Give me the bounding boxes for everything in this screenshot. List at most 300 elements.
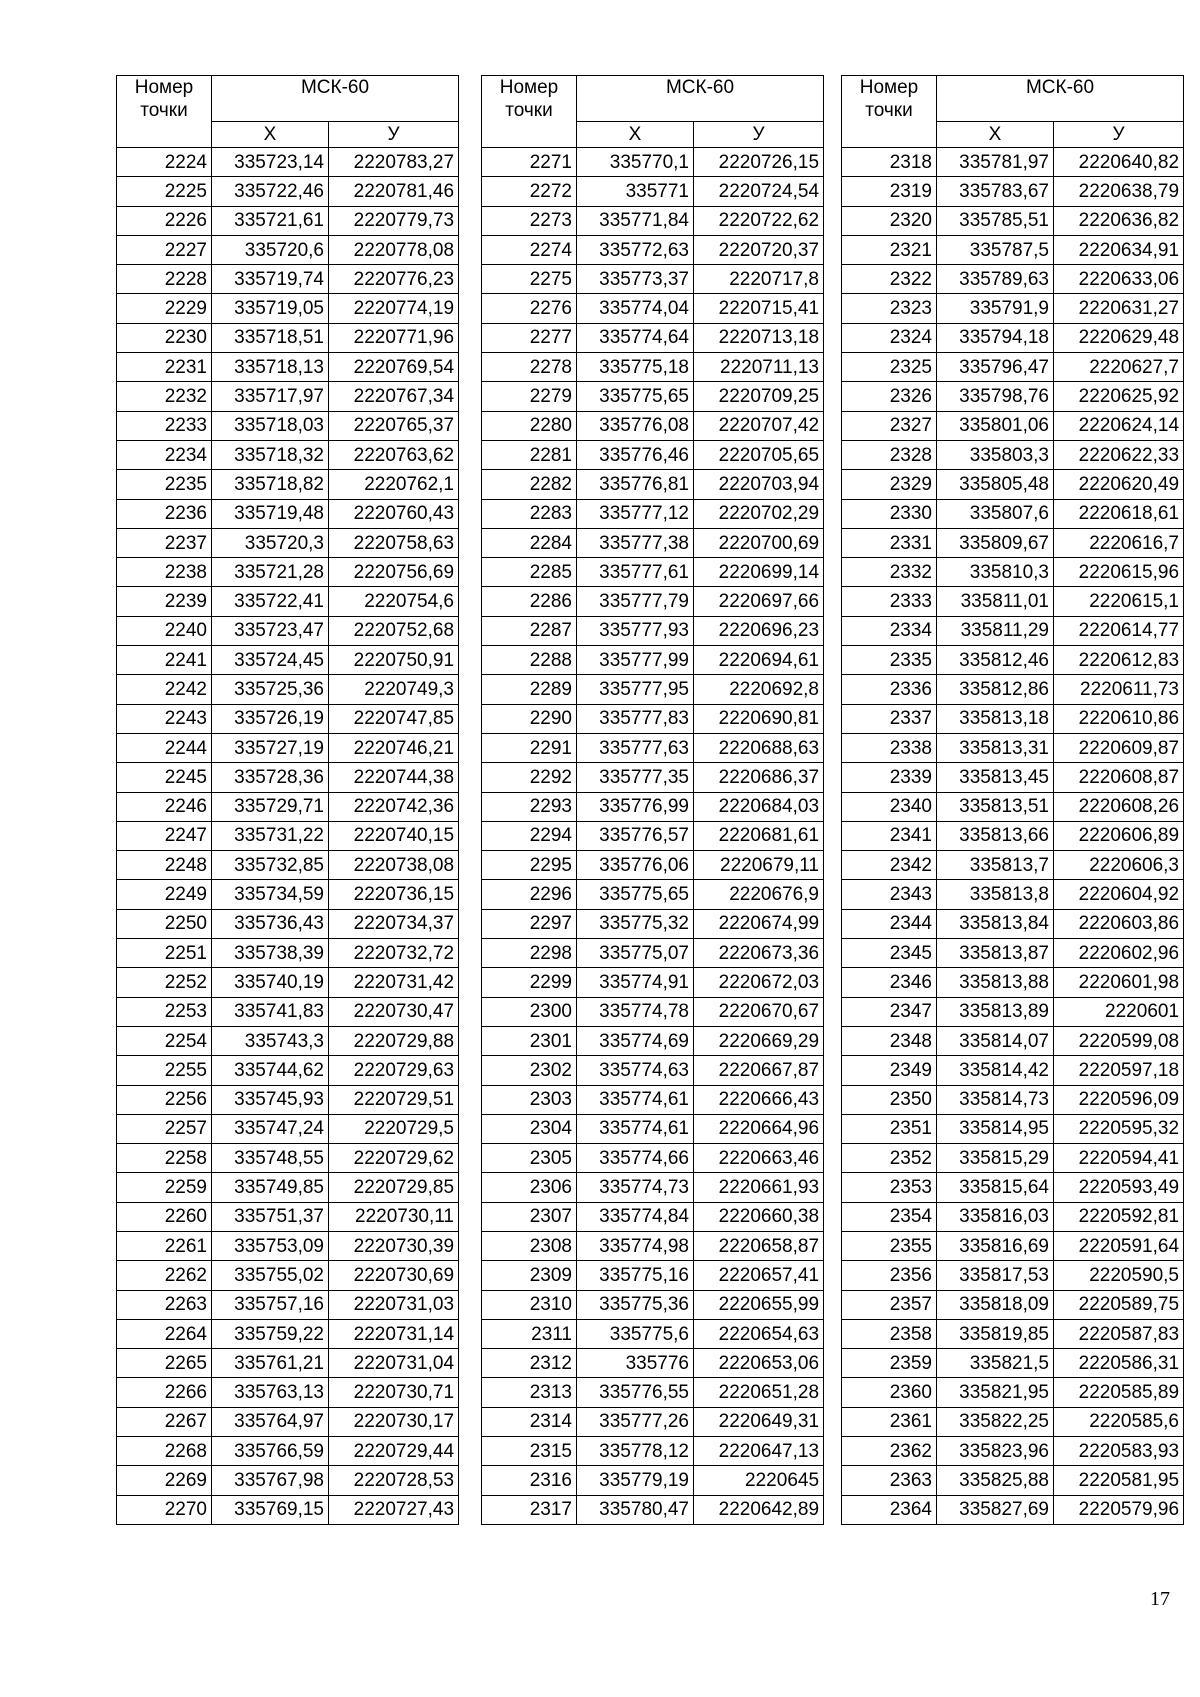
x-coordinate-cell: 335777,63 bbox=[577, 733, 694, 762]
table-row bbox=[842, 1495, 1184, 1524]
y-coordinate-cell: 2220589,75 bbox=[1054, 1290, 1184, 1319]
table-row bbox=[117, 411, 459, 440]
y-coordinate-cell: 2220715,41 bbox=[694, 294, 824, 323]
point-number-cell: 2232 bbox=[117, 382, 212, 411]
table-row bbox=[117, 587, 459, 616]
point-number-cell: 2237 bbox=[117, 528, 212, 557]
x-coordinate-cell: 335791,9 bbox=[937, 294, 1054, 323]
y-coordinate-cell: 2220731,14 bbox=[329, 1319, 459, 1348]
x-coordinate-cell: 335812,86 bbox=[937, 675, 1054, 704]
x-coordinate-cell: 335720,6 bbox=[212, 235, 329, 264]
point-number-cell: 2246 bbox=[117, 792, 212, 821]
coordinates-table-2 bbox=[481, 75, 824, 1525]
x-coordinate-cell: 335775,6 bbox=[577, 1319, 694, 1348]
y-coordinate-cell: 2220774,19 bbox=[329, 294, 459, 323]
point-number-cell: 2334 bbox=[842, 616, 937, 645]
table-row bbox=[482, 1026, 824, 1055]
y-coordinate-cell: 2220631,27 bbox=[1054, 294, 1184, 323]
point-number-cell: 2285 bbox=[482, 558, 577, 587]
y-coordinate-cell: 2220622,33 bbox=[1054, 440, 1184, 469]
y-coordinate-cell: 2220752,68 bbox=[329, 616, 459, 645]
point-number-cell: 2272 bbox=[482, 177, 577, 206]
point-number-cell: 2280 bbox=[482, 411, 577, 440]
table-row bbox=[842, 148, 1184, 177]
point-number-cell: 2273 bbox=[482, 206, 577, 235]
x-coordinate-cell: 335745,93 bbox=[212, 1085, 329, 1114]
point-number-cell: 2250 bbox=[117, 909, 212, 938]
y-coordinate-cell: 2220692,8 bbox=[694, 675, 824, 704]
x-coordinate-cell: 335729,71 bbox=[212, 792, 329, 821]
x-coordinate-cell: 335722,41 bbox=[212, 587, 329, 616]
x-axis-header: X bbox=[577, 122, 694, 148]
point-number-cell: 2238 bbox=[117, 558, 212, 587]
x-coordinate-cell: 335776,55 bbox=[577, 1378, 694, 1407]
table-row bbox=[842, 1319, 1184, 1348]
x-coordinate-cell: 335763,13 bbox=[212, 1378, 329, 1407]
table-row bbox=[482, 1173, 824, 1202]
table-row bbox=[482, 1349, 824, 1378]
table-row bbox=[482, 1466, 824, 1495]
table-row bbox=[117, 851, 459, 880]
y-coordinate-cell: 2220758,63 bbox=[329, 528, 459, 557]
table-row bbox=[117, 177, 459, 206]
point-number-cell: 2289 bbox=[482, 675, 577, 704]
table-row bbox=[482, 880, 824, 909]
y-coordinate-cell: 2220618,61 bbox=[1054, 499, 1184, 528]
point-number-cell: 2302 bbox=[482, 1056, 577, 1085]
point-number-cell: 2354 bbox=[842, 1202, 937, 1231]
point-number-cell: 2353 bbox=[842, 1173, 937, 1202]
y-coordinate-cell: 2220729,5 bbox=[329, 1114, 459, 1143]
point-number-cell: 2306 bbox=[482, 1173, 577, 1202]
point-number-cell: 2350 bbox=[842, 1085, 937, 1114]
table-row bbox=[482, 382, 824, 411]
point-number-cell: 2338 bbox=[842, 733, 937, 762]
point-number-cell: 2235 bbox=[117, 470, 212, 499]
point-number-cell: 2287 bbox=[482, 616, 577, 645]
x-coordinate-cell: 335815,64 bbox=[937, 1173, 1054, 1202]
table-row bbox=[117, 1378, 459, 1407]
y-coordinate-cell: 2220614,77 bbox=[1054, 616, 1184, 645]
table-row bbox=[842, 558, 1184, 587]
y-coordinate-cell: 2220711,13 bbox=[694, 353, 824, 382]
point-number-cell: 2228 bbox=[117, 265, 212, 294]
table-row bbox=[117, 148, 459, 177]
x-coordinate-cell: 335775,07 bbox=[577, 939, 694, 968]
point-number-cell: 2341 bbox=[842, 821, 937, 850]
table-row bbox=[117, 616, 459, 645]
x-coordinate-cell: 335812,46 bbox=[937, 646, 1054, 675]
y-coordinate-cell: 2220579,96 bbox=[1054, 1495, 1184, 1524]
table-row bbox=[842, 851, 1184, 880]
table-row bbox=[482, 1114, 824, 1143]
point-number-cell: 2270 bbox=[117, 1495, 212, 1524]
x-coordinate-cell: 335777,99 bbox=[577, 646, 694, 675]
y-coordinate-cell: 2220612,83 bbox=[1054, 646, 1184, 675]
y-coordinate-cell: 2220734,37 bbox=[329, 909, 459, 938]
table-row bbox=[482, 1231, 824, 1260]
y-coordinate-cell: 2220649,31 bbox=[694, 1407, 824, 1436]
y-coordinate-cell: 2220647,13 bbox=[694, 1437, 824, 1466]
point-number-cell: 2253 bbox=[117, 997, 212, 1026]
x-coordinate-cell: 335815,29 bbox=[937, 1144, 1054, 1173]
point-number-cell: 2307 bbox=[482, 1202, 577, 1231]
table-row bbox=[842, 206, 1184, 235]
point-number-cell: 2318 bbox=[842, 148, 937, 177]
table-row bbox=[482, 558, 824, 587]
table-row bbox=[482, 997, 824, 1026]
x-coordinate-cell: 335780,47 bbox=[577, 1495, 694, 1524]
point-number-cell: 2363 bbox=[842, 1466, 937, 1495]
point-number-cell: 2225 bbox=[117, 177, 212, 206]
point-number-cell: 2293 bbox=[482, 792, 577, 821]
point-number-cell: 2364 bbox=[842, 1495, 937, 1524]
x-coordinate-cell: 335814,95 bbox=[937, 1114, 1054, 1143]
point-number-cell: 2340 bbox=[842, 792, 937, 821]
table-row bbox=[482, 1261, 824, 1290]
point-number-cell: 2313 bbox=[482, 1378, 577, 1407]
point-number-cell: 2335 bbox=[842, 646, 937, 675]
table-row bbox=[482, 353, 824, 382]
point-number-cell: 2248 bbox=[117, 851, 212, 880]
point-number-cell: 2244 bbox=[117, 733, 212, 762]
point-number-cell: 2276 bbox=[482, 294, 577, 323]
x-coordinate-cell: 335775,65 bbox=[577, 382, 694, 411]
point-number-cell: 2254 bbox=[117, 1026, 212, 1055]
y-coordinate-cell: 2220674,99 bbox=[694, 909, 824, 938]
table-row bbox=[482, 1202, 824, 1231]
point-number-cell: 2277 bbox=[482, 323, 577, 352]
y-coordinate-cell: 2220688,63 bbox=[694, 733, 824, 762]
point-number-cell: 2297 bbox=[482, 909, 577, 938]
point-number-cell: 2314 bbox=[482, 1407, 577, 1436]
coordinate-system-header: МСК-60 bbox=[212, 76, 459, 122]
y-coordinate-cell: 2220730,69 bbox=[329, 1261, 459, 1290]
table-row bbox=[842, 733, 1184, 762]
x-coordinate-cell: 335774,69 bbox=[577, 1026, 694, 1055]
table-row bbox=[842, 704, 1184, 733]
table-row bbox=[842, 1056, 1184, 1085]
table-row bbox=[842, 909, 1184, 938]
point-number-header: Номер точки bbox=[842, 76, 937, 148]
x-coordinate-cell: 335803,3 bbox=[937, 440, 1054, 469]
x-coordinate-cell: 335753,09 bbox=[212, 1231, 329, 1260]
table-row bbox=[482, 294, 824, 323]
table-row bbox=[842, 675, 1184, 704]
table-row bbox=[482, 177, 824, 206]
x-coordinate-cell: 335771 bbox=[577, 177, 694, 206]
table-row bbox=[117, 235, 459, 264]
x-coordinate-cell: 335783,67 bbox=[937, 177, 1054, 206]
table-row bbox=[482, 235, 824, 264]
y-coordinate-cell: 2220726,15 bbox=[694, 148, 824, 177]
point-number-cell: 2352 bbox=[842, 1144, 937, 1173]
table-row bbox=[117, 821, 459, 850]
point-number-cell: 2284 bbox=[482, 528, 577, 557]
x-coordinate-cell: 335776,81 bbox=[577, 470, 694, 499]
table-row bbox=[117, 675, 459, 704]
table-row bbox=[842, 235, 1184, 264]
table-row bbox=[117, 1173, 459, 1202]
y-coordinate-cell: 2220666,43 bbox=[694, 1085, 824, 1114]
x-coordinate-cell: 335774,78 bbox=[577, 997, 694, 1026]
point-number-cell: 2226 bbox=[117, 206, 212, 235]
y-coordinate-cell: 2220709,25 bbox=[694, 382, 824, 411]
x-coordinate-cell: 335777,38 bbox=[577, 528, 694, 557]
y-axis-header: У bbox=[694, 122, 824, 148]
x-coordinate-cell: 335777,61 bbox=[577, 558, 694, 587]
y-coordinate-cell: 2220655,99 bbox=[694, 1290, 824, 1319]
table-row bbox=[117, 1290, 459, 1319]
x-coordinate-cell: 335738,39 bbox=[212, 939, 329, 968]
x-coordinate-cell: 335717,97 bbox=[212, 382, 329, 411]
coordinates-table-3 bbox=[841, 75, 1184, 1525]
y-coordinate-cell: 2220754,6 bbox=[329, 587, 459, 616]
x-coordinate-cell: 335719,74 bbox=[212, 265, 329, 294]
y-coordinate-cell: 2220592,81 bbox=[1054, 1202, 1184, 1231]
x-coordinate-cell: 335721,28 bbox=[212, 558, 329, 587]
x-coordinate-cell: 335776,06 bbox=[577, 851, 694, 880]
point-number-cell: 2261 bbox=[117, 1231, 212, 1260]
point-number-cell: 2348 bbox=[842, 1026, 937, 1055]
point-number-cell: 2239 bbox=[117, 587, 212, 616]
y-coordinate-cell: 2220620,49 bbox=[1054, 470, 1184, 499]
point-number-cell: 2240 bbox=[117, 616, 212, 645]
table-row bbox=[842, 968, 1184, 997]
x-coordinate-cell: 335777,12 bbox=[577, 499, 694, 528]
x-coordinate-cell: 335774,73 bbox=[577, 1173, 694, 1202]
point-number-cell: 2328 bbox=[842, 440, 937, 469]
y-coordinate-cell: 2220667,87 bbox=[694, 1056, 824, 1085]
point-number-cell: 2283 bbox=[482, 499, 577, 528]
x-coordinate-cell: 335777,26 bbox=[577, 1407, 694, 1436]
table-row bbox=[842, 1202, 1184, 1231]
table-row bbox=[482, 1407, 824, 1436]
x-coordinate-cell: 335774,64 bbox=[577, 323, 694, 352]
x-coordinate-cell: 335769,15 bbox=[212, 1495, 329, 1524]
y-coordinate-cell: 2220690,81 bbox=[694, 704, 824, 733]
x-coordinate-cell: 335821,5 bbox=[937, 1349, 1054, 1378]
table-row bbox=[117, 1144, 459, 1173]
table-row bbox=[117, 646, 459, 675]
table-row bbox=[482, 470, 824, 499]
x-coordinate-cell: 335767,98 bbox=[212, 1466, 329, 1495]
y-coordinate-cell: 2220658,87 bbox=[694, 1231, 824, 1260]
table-row bbox=[117, 733, 459, 762]
point-number-cell: 2317 bbox=[482, 1495, 577, 1524]
point-number-cell: 2290 bbox=[482, 704, 577, 733]
point-number-cell: 2308 bbox=[482, 1231, 577, 1260]
table-row bbox=[482, 851, 824, 880]
table-row bbox=[842, 265, 1184, 294]
y-coordinate-cell: 2220686,37 bbox=[694, 763, 824, 792]
x-coordinate-cell: 335805,48 bbox=[937, 470, 1054, 499]
y-coordinate-cell: 2220760,43 bbox=[329, 499, 459, 528]
point-number-cell: 2245 bbox=[117, 763, 212, 792]
y-coordinate-cell: 2220606,89 bbox=[1054, 821, 1184, 850]
table-row bbox=[117, 1349, 459, 1378]
y-coordinate-cell: 2220599,08 bbox=[1054, 1026, 1184, 1055]
y-coordinate-cell: 2220781,46 bbox=[329, 177, 459, 206]
point-number-cell: 2359 bbox=[842, 1349, 937, 1378]
x-coordinate-cell: 335813,18 bbox=[937, 704, 1054, 733]
x-coordinate-cell: 335776,99 bbox=[577, 792, 694, 821]
point-number-cell: 2298 bbox=[482, 939, 577, 968]
y-coordinate-cell: 2220629,48 bbox=[1054, 323, 1184, 352]
y-coordinate-cell: 2220771,96 bbox=[329, 323, 459, 352]
y-coordinate-cell: 2220660,38 bbox=[694, 1202, 824, 1231]
table-row bbox=[482, 265, 824, 294]
x-coordinate-cell: 335766,59 bbox=[212, 1437, 329, 1466]
table-row bbox=[117, 704, 459, 733]
point-number-cell: 2282 bbox=[482, 470, 577, 499]
y-coordinate-cell: 2220697,66 bbox=[694, 587, 824, 616]
table-row bbox=[117, 909, 459, 938]
point-number-cell: 2259 bbox=[117, 1173, 212, 1202]
y-axis-header: У bbox=[329, 122, 459, 148]
x-coordinate-cell: 335813,66 bbox=[937, 821, 1054, 850]
x-coordinate-cell: 335747,24 bbox=[212, 1114, 329, 1143]
table-row bbox=[482, 1290, 824, 1319]
table-row bbox=[117, 1085, 459, 1114]
point-number-cell: 2339 bbox=[842, 763, 937, 792]
table-row bbox=[482, 1437, 824, 1466]
x-coordinate-cell: 335723,14 bbox=[212, 148, 329, 177]
table-row bbox=[482, 323, 824, 352]
y-coordinate-cell: 2220679,11 bbox=[694, 851, 824, 880]
y-coordinate-cell: 2220684,03 bbox=[694, 792, 824, 821]
point-number-cell: 2322 bbox=[842, 265, 937, 294]
table-row bbox=[482, 704, 824, 733]
y-coordinate-cell: 2220638,79 bbox=[1054, 177, 1184, 206]
point-number-cell: 2301 bbox=[482, 1026, 577, 1055]
point-number-cell: 2251 bbox=[117, 939, 212, 968]
y-coordinate-cell: 2220608,87 bbox=[1054, 763, 1184, 792]
x-coordinate-cell: 335728,36 bbox=[212, 763, 329, 792]
y-coordinate-cell: 2220654,63 bbox=[694, 1319, 824, 1348]
y-coordinate-cell: 2220611,73 bbox=[1054, 675, 1184, 704]
y-coordinate-cell: 2220634,91 bbox=[1054, 235, 1184, 264]
y-coordinate-cell: 2220596,09 bbox=[1054, 1085, 1184, 1114]
x-coordinate-cell: 335773,37 bbox=[577, 265, 694, 294]
point-number-cell: 2267 bbox=[117, 1407, 212, 1436]
table-row bbox=[117, 265, 459, 294]
y-coordinate-cell: 2220732,72 bbox=[329, 939, 459, 968]
y-coordinate-cell: 2220669,29 bbox=[694, 1026, 824, 1055]
x-coordinate-cell: 335775,18 bbox=[577, 353, 694, 382]
point-number-header: Номер точки bbox=[117, 76, 212, 148]
y-coordinate-cell: 2220703,94 bbox=[694, 470, 824, 499]
point-number-cell: 2243 bbox=[117, 704, 212, 733]
x-coordinate-cell: 335734,59 bbox=[212, 880, 329, 909]
y-coordinate-cell: 2220602,96 bbox=[1054, 939, 1184, 968]
table-row bbox=[842, 1173, 1184, 1202]
point-number-cell: 2263 bbox=[117, 1290, 212, 1319]
y-coordinate-cell: 2220608,26 bbox=[1054, 792, 1184, 821]
y-coordinate-cell: 2220778,08 bbox=[329, 235, 459, 264]
y-coordinate-cell: 2220590,5 bbox=[1054, 1261, 1184, 1290]
point-number-cell: 2357 bbox=[842, 1290, 937, 1319]
point-number-cell: 2321 bbox=[842, 235, 937, 264]
table-row bbox=[117, 792, 459, 821]
x-coordinate-cell: 335781,97 bbox=[937, 148, 1054, 177]
point-number-cell: 2278 bbox=[482, 353, 577, 382]
y-coordinate-cell: 2220740,15 bbox=[329, 821, 459, 850]
x-coordinate-cell: 335775,65 bbox=[577, 880, 694, 909]
point-number-cell: 2292 bbox=[482, 763, 577, 792]
point-number-cell: 2333 bbox=[842, 587, 937, 616]
table-row bbox=[842, 1114, 1184, 1143]
y-coordinate-cell: 2220729,63 bbox=[329, 1056, 459, 1085]
point-number-cell: 2249 bbox=[117, 880, 212, 909]
point-number-cell: 2323 bbox=[842, 294, 937, 323]
point-number-cell: 2337 bbox=[842, 704, 937, 733]
x-coordinate-cell: 335794,18 bbox=[937, 323, 1054, 352]
x-coordinate-cell: 335775,36 bbox=[577, 1290, 694, 1319]
point-number-cell: 2257 bbox=[117, 1114, 212, 1143]
point-number-cell: 2236 bbox=[117, 499, 212, 528]
y-coordinate-cell: 2220581,95 bbox=[1054, 1466, 1184, 1495]
y-coordinate-cell: 2220750,91 bbox=[329, 646, 459, 675]
point-number-cell: 2260 bbox=[117, 1202, 212, 1231]
x-coordinate-cell: 335813,84 bbox=[937, 909, 1054, 938]
table-row bbox=[117, 1056, 459, 1085]
y-coordinate-cell: 2220729,88 bbox=[329, 1026, 459, 1055]
x-coordinate-cell: 335775,16 bbox=[577, 1261, 694, 1290]
table-row bbox=[482, 1319, 824, 1348]
point-number-cell: 2230 bbox=[117, 323, 212, 352]
point-number-cell: 2233 bbox=[117, 411, 212, 440]
point-number-cell: 2264 bbox=[117, 1319, 212, 1348]
table-row bbox=[842, 792, 1184, 821]
y-coordinate-cell: 2220747,85 bbox=[329, 704, 459, 733]
y-coordinate-cell: 2220595,32 bbox=[1054, 1114, 1184, 1143]
page-number: 17 bbox=[1150, 1588, 1170, 1610]
y-axis-header: У bbox=[1054, 122, 1184, 148]
x-coordinate-cell: 335749,85 bbox=[212, 1173, 329, 1202]
point-number-cell: 2316 bbox=[482, 1466, 577, 1495]
y-coordinate-cell: 2220742,36 bbox=[329, 792, 459, 821]
x-coordinate-cell: 335814,07 bbox=[937, 1026, 1054, 1055]
point-number-cell: 2281 bbox=[482, 440, 577, 469]
table-row bbox=[117, 968, 459, 997]
table-row bbox=[842, 1144, 1184, 1173]
table-row bbox=[842, 763, 1184, 792]
x-coordinate-cell: 335725,36 bbox=[212, 675, 329, 704]
y-coordinate-cell: 2220606,3 bbox=[1054, 851, 1184, 880]
table-row bbox=[842, 353, 1184, 382]
table-row bbox=[117, 382, 459, 411]
y-coordinate-cell: 2220765,37 bbox=[329, 411, 459, 440]
x-coordinate-cell: 335722,46 bbox=[212, 177, 329, 206]
table-row bbox=[482, 616, 824, 645]
y-coordinate-cell: 2220609,87 bbox=[1054, 733, 1184, 762]
table-row bbox=[482, 675, 824, 704]
point-number-cell: 2345 bbox=[842, 939, 937, 968]
point-number-cell: 2295 bbox=[482, 851, 577, 880]
point-number-cell: 2326 bbox=[842, 382, 937, 411]
y-coordinate-cell: 2220746,21 bbox=[329, 733, 459, 762]
y-coordinate-cell: 2220664,96 bbox=[694, 1114, 824, 1143]
point-number-cell: 2258 bbox=[117, 1144, 212, 1173]
y-coordinate-cell: 2220731,42 bbox=[329, 968, 459, 997]
point-number-cell: 2294 bbox=[482, 821, 577, 850]
y-coordinate-cell: 2220717,8 bbox=[694, 265, 824, 294]
x-coordinate-cell: 335774,84 bbox=[577, 1202, 694, 1231]
table-row bbox=[117, 206, 459, 235]
x-coordinate-cell: 335789,63 bbox=[937, 265, 1054, 294]
y-coordinate-cell: 2220762,1 bbox=[329, 470, 459, 499]
